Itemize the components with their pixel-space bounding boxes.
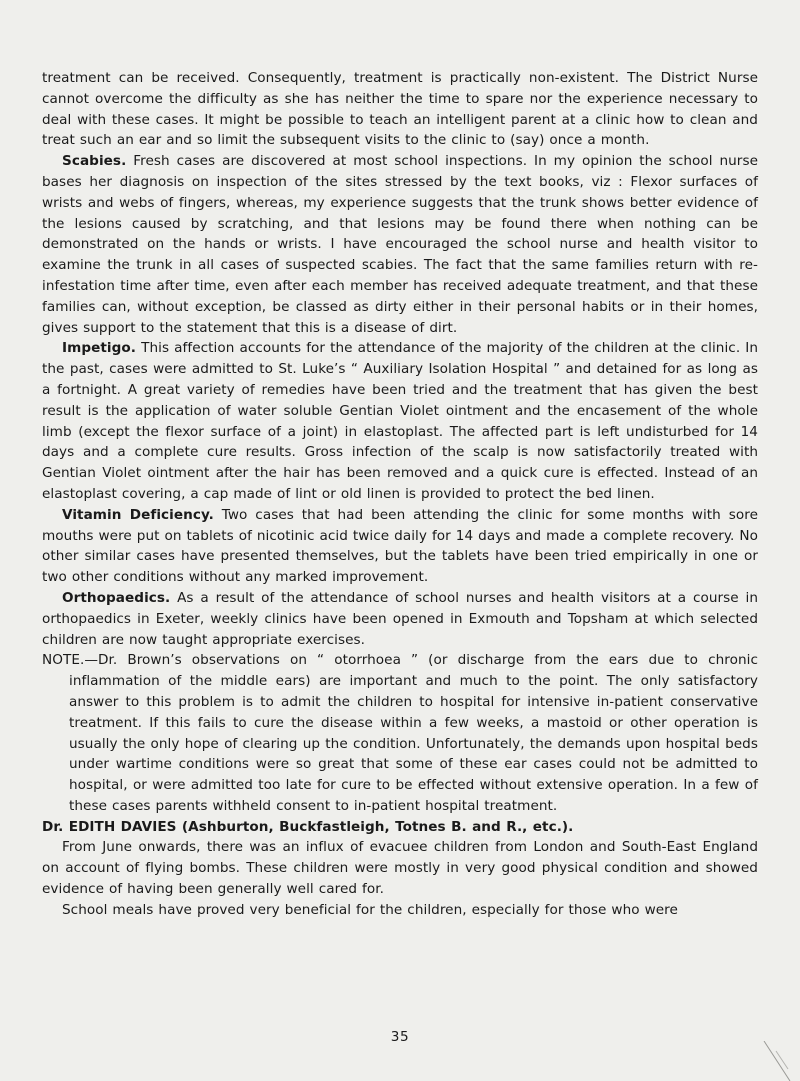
section-heading-scabies: Scabies. — [62, 153, 127, 170]
paragraph-text: treatment can be received. Consequently, treatment is practically non-existent. The District Nurse cannot overcome the difficulty as she has neither the time to spare nor the experience necessary to deal with these cases. It might be possible to teach an intelligent parent at a clinic how to clean and treat such an ear and so limit the subsequent visits to the clinic to (say) once a month. — [42, 70, 758, 149]
paragraph-school-meals — [42, 900, 758, 921]
paragraph-vitamin-deficiency — [42, 505, 758, 588]
paragraph-evacuees — [42, 837, 758, 899]
paragraph-text: Fresh cases are discovered at most school inspections. In my opinion the school nurse bases her diagnosis on inspection of the sites stressed by the text books, viz : Flexor surfaces of wrists and webs of fingers, whereas, my experience suggests that the trunk shows better evidence of the lesions caused by scratching, and that lesions may be found there when nothing can be demonstrated on the hands or wrists. I have encouraged the school nurse and health visitor to examine the trunk in all cases of suspected scabies. The fact that the same families return with re-infestation time after time, even after each member has received adequate treatment, and that these families can, without exception, be classed as dirty either in their personal habits or in their homes, gives support to the statement that this is a disease of dirt. — [42, 153, 758, 336]
page-body — [42, 68, 758, 921]
page-number: 35 — [390, 1029, 410, 1045]
paragraph-author-heading — [42, 817, 758, 838]
paragraph-text: This affection accounts for the attendance of the majority of the children at the clinic. In the past, cases were admitted to St. Luke’s “ Auxiliary Isolation Hospital ” and detained for as long as a fortnight. A great variety of remedies have been tried and the treatment that has given the best result is the application of water soluble Gentian Violet ointment and the encasement of the whole limb (except the flexor surface of a joint) in elastoplast. The affected part is left undisturbed for 14 days and a complete cure results. Gross infection of the scalp is now satisfactorily treated with Gentian Violet ointment after the hair has been removed and a quick cure is effected. Instead of an elastoplast covering, a cap made of lint or old linen is provided to protect the bed linen. — [42, 340, 758, 502]
paragraph-scabies — [42, 151, 758, 338]
section-heading-impetigo: Impetigo. — [62, 340, 137, 357]
section-heading-vitamin-deficiency: Vitamin Deficiency. — [62, 506, 214, 523]
paragraph-text: From June onwards, there was an influx of evacuee children from London and South-East England on account of flying bombs. These children were mostly in very good physical condition and showed evidence of having been generally well cared for. — [42, 839, 758, 898]
paragraph-text: School meals have proved very beneficial for the children, especially for those who were — [62, 901, 678, 918]
paragraph-orthopaedics — [42, 588, 758, 650]
page-crease-mark — [754, 1041, 794, 1081]
author-heading: Dr. EDITH DAVIES (Ashburton, Buckfastleigh, Totnes B. and R., etc.). — [42, 818, 574, 835]
paragraph-text: As a result of the attendance of school nurses and health visitors at a course in orthopaedics in Exeter, weekly clinics have been opened in Exmouth and Topsham at which selected children are now taught appropriate exercises. — [42, 589, 758, 648]
paragraph-ear-treatment — [42, 68, 758, 151]
paragraph-text: NOTE.—Dr. Brown’s observations on “ otorrhoea ” (or discharge from the ears due to chronic inflammation of the middle ears) are important and much to the point. The only satisfactory answer to this problem is to admit the children to hospital for intensive in-patient conservative treatment. If this fails to cure the disease within a few weeks, a mastoid or other operation is usually the only hope of clearing up the condition. Unfortunately, the demands upon hospital beds under wartime conditions were so great that some of these ear cases could not be admitted to hospital, or were admitted too late for cure to be effected without extensive operation. In a few of these cases parents withheld consent to in-patient hospital treatment. — [42, 652, 758, 814]
paragraph-note — [42, 650, 758, 816]
section-heading-orthopaedics: Orthopaedics. — [62, 589, 171, 606]
paragraph-impetigo — [42, 338, 758, 504]
paragraph-text: Two cases that had been attending the clinic for some months with sore mouths were put on tablets of nicotinic acid twice daily for 14 days and made a complete recovery. No other similar cases have presented themselves, but the tablets have been tried empirically in one or two other conditions without any marked improvement. — [42, 506, 758, 586]
